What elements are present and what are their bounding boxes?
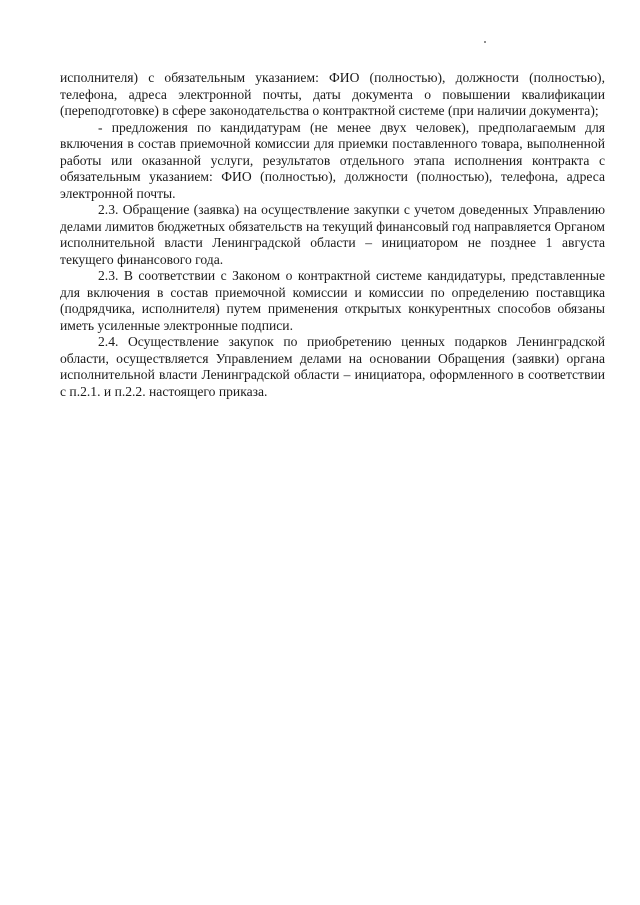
paragraph-2-3-request-deadline: 2.3. Обращение (заявка) на осуществление закупки с учетом доведенных Управлению делами лимитов бюджетных обязательств на текущий финансовый год направляется Органом исполнительной власти Ленинградской области – инициатором не позднее 1 августа текущего финансового года.: [60, 202, 605, 267]
paragraph-continuation: исполнителя) с обязательным указанием: ФИО (полностью), должности (полностью), телефона, адреса электронной почты, даты документа о повышении квалификации (переподготовке) в сфере законодательства о контрактной системе (при наличии документа);: [60, 70, 605, 118]
paragraph-2-4-gift-procurement: 2.4. Осуществление закупок по приобретению ценных подарков Ленинградской области, осуществляется Управлением делами на основании Обращения (заявки) органа исполнительной власти Ленинградской области – инициатора, оформленного в соответствии с п.2.1. и п.2.2. настоящего приказа.: [60, 334, 605, 399]
scan-speck: [484, 41, 486, 43]
paragraph-2-3-electronic-signatures: 2.3. В соответствии с Законом о контрактной системе кандидатуры, представленные для включения в состав приемочной комиссии и комиссии по определению поставщика (подрядчика, исполнителя) путем применения открытых конкурентных способов обязаны иметь усиленные электронные подписи.: [60, 268, 605, 333]
paragraph-candidate-proposals: - предложения по кандидатурам (не менее двух человек), предполагаемым для включения в состав приемочной комиссии для приемки поставленного товара, выполненной работы или оказанной услуги, результатов отдельного этапа исполнения контракта с обязательным указанием: ФИО (полностью), должности (полностью), телефона, адреса электронной почты.: [60, 119, 605, 201]
document-body: [60, 70, 605, 400]
